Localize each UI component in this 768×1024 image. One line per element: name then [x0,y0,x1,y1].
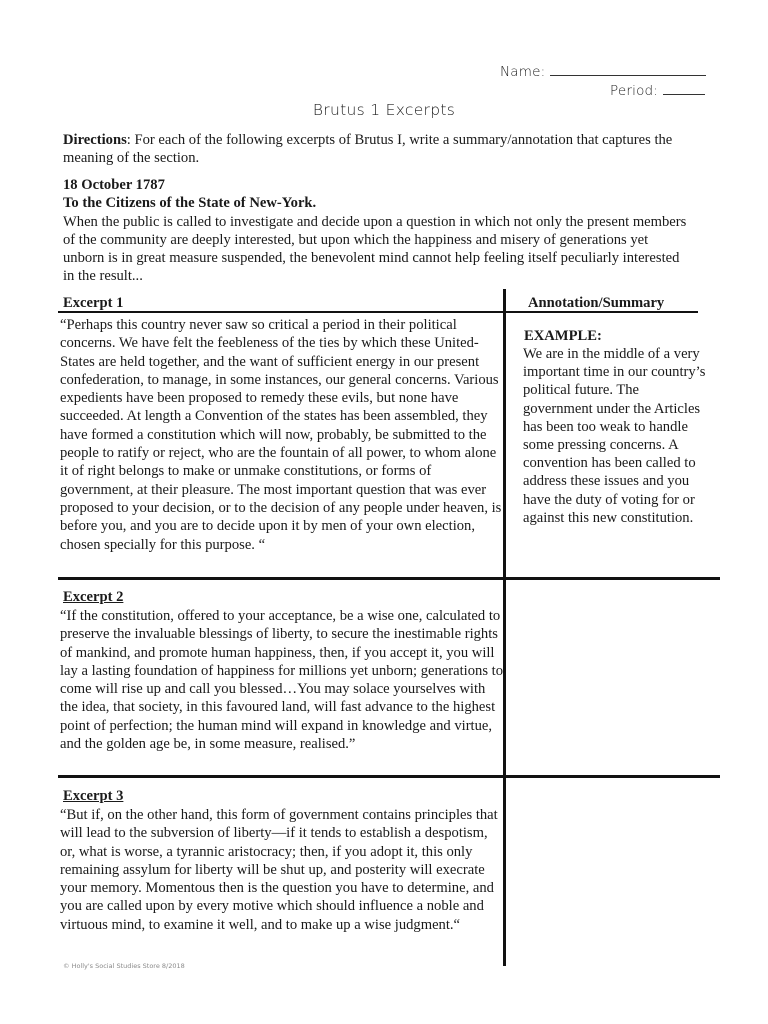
copyright-notice: © Holly's Social Studies Store 8/2018 [63,962,185,970]
annotation-box-3[interactable] [510,781,710,961]
name-field[interactable] [500,64,706,80]
excerpt-2-text: “If the constitution, offered to your acceptance, be a wise one, calculated to preserve the invaluable blessings of liberty, to secure the inestimable rights of mankind, and promote human happiness, then, if you accept it, you will lay a lasting foundation of happiness for millions yet unborn; generations to come will rise up and call you blessed…You may solace yourselves with the idea, that society, in this favoured land, will fast advance to the highest point of perfection; the human mind will expand in knowledge and virtue, and the golden age be, in some measure, realised.” [60,608,504,753]
intro-paragraph: When the public is called to investigate and decide upon a question in which not only the present members of the community are deeply interested, but upon which the happiness and misery of generations yet unborn is in great measure suspended, the benevolent mind cannot help feeling itself peculiarly interested in the result... [63,214,687,284]
period-field[interactable] [610,83,705,99]
page-title: Brutus 1 Excerpts [312,101,456,119]
directions-text: : For each of the following excerpts of Brutus I, write a summary/annotation that captures the meaning of the section. [63,132,673,166]
annotation-box-2[interactable] [510,583,710,771]
example-label: EXAMPLE: [524,328,602,344]
name-label: Name: [500,64,546,80]
row-divider-2 [58,775,720,778]
annotation-header: Annotation/Summary [528,295,665,311]
row-divider-1 [58,577,720,580]
directions-label: Directions [63,132,127,148]
letter-addressee: To the Citizens of the State of New-York. [63,195,317,211]
directions [63,131,703,167]
letter-date: 18 October 1787 [63,177,165,193]
excerpt-3-label: Excerpt 3 [63,788,124,804]
example-annotation: We are in the middle of a very important time in our country’s political future. The government under the Articles has been too weak to handle some pressing concerns. A convention has been called to address these issues and you have the duty of voting for or against this new constitution. [523,346,706,526]
period-label: Period: [610,83,659,99]
excerpt-3-text: “But if, on the other hand, this form of government contains principles that will lead to the subversion of liberty—if it tends to establish a despotism, or, what is worse, a tyrannic aristocracy; then, if you adopt it, this only remaining assylum for liberty will be shut up, and posterity will execrate your memory. Momentous then is the question you have to determine, and you are called upon by every motive which should influence a noble and virtuous mind, to examine it well, and to make up a wise judgment.“ [60,807,498,933]
name-blank[interactable] [550,64,706,76]
excerpt-1-text: “Perhaps this country never saw so critical a period in their political concerns. We have felt the feebleness of the ties by which these United-States are held together, and the want of sufficient energy in our present confederation, to manage, in some instances, our general concerns. Various expedients have been proposed to remedy these evils, but none have succeeded. At length a Convention of the states has been assembled, they have formed a constitution which will now, probably, be submitted to the people to ratify or reject, who are the fountain of all power, to whom alone it of right belongs to make or unmake constitutions, or forms of government, at their pleasure. The most important question that was ever proposed to your decision, or to the decision of any people under heaven, is before you, and you are to decide upon it by men of your own election, chosen specially for this purpose. “ [60,317,502,553]
period-blank[interactable] [663,83,705,95]
excerpt-2-label: Excerpt 2 [63,589,124,605]
excerpt-1-label: Excerpt 1 [63,295,124,311]
